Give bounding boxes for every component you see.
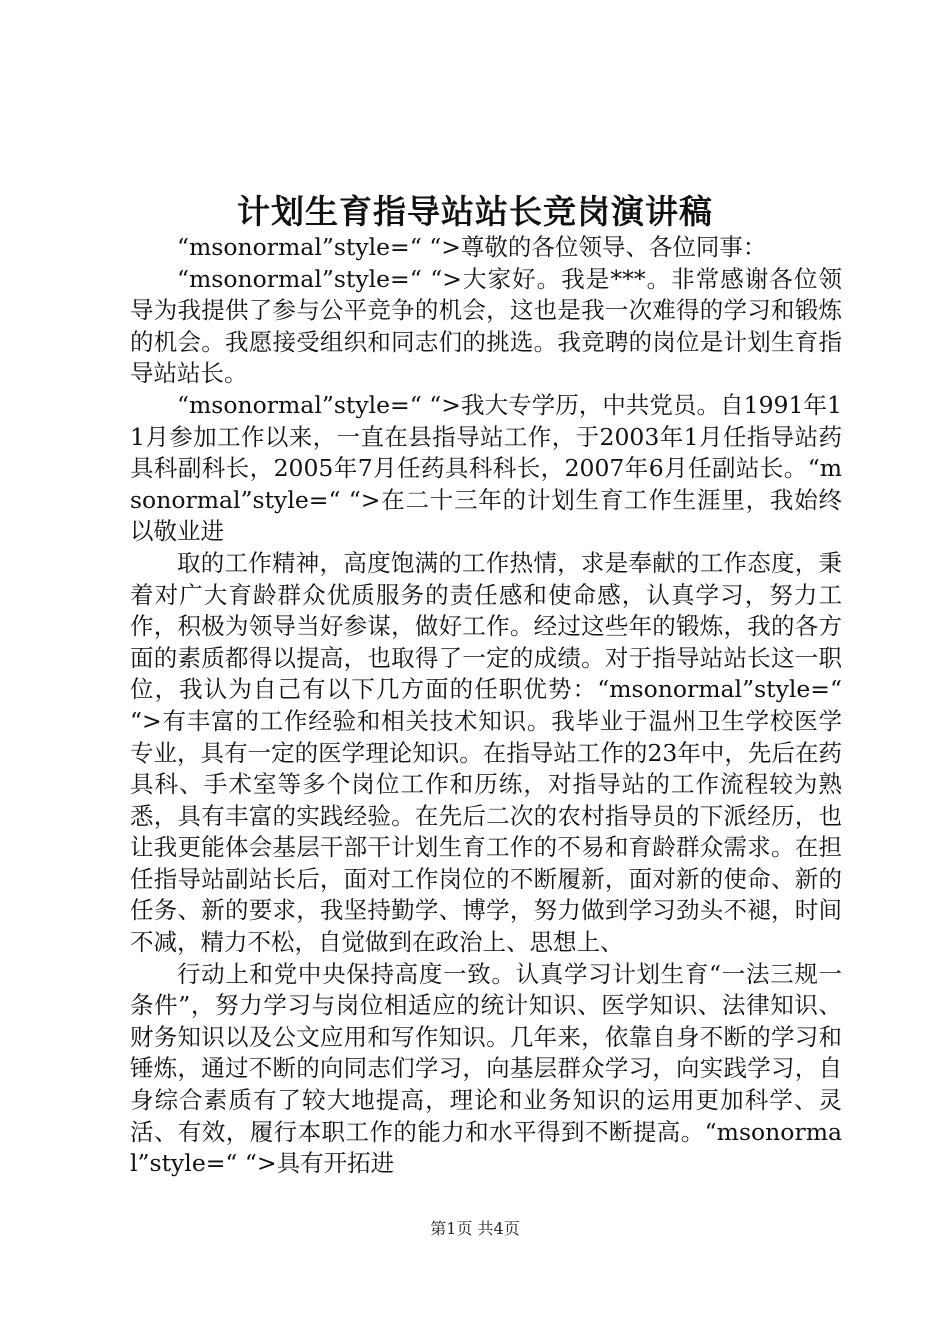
paragraph-introduction: “msonormal”style=“ “>大家好。我是***。非常感谢各位领导为我提供了参与公平竞争的机会，这也是我一次难得的学习和锻炼的机会。我愿接受组织和同志们的挑选。我竞聘的岗位是计划生育指导站站长。 xyxy=(130,264,842,388)
paragraph-strengths: 取的工作精神，高度饱满的工作热情，求是奉献的工作态度，秉着对广大育龄群众优质服务的责任感和使命感，认真学习，努力工作，积极为领导当好参谋，做好工作。经过这些年的锻炼，我的各方面的素质都得以提高，也取得了一定的成绩。对于指导站站长这一职位，我认为自己有以下几方面的任职优势：“msonormal”style=“ “>有丰富的工作经验和相关技术知识。我毕业于温州卫生学校医学专业，具有一定的医学理论知识。在指导站工作的23年中，先后在药具科、手术室等多个岗位工作和历练，对指导站的工作流程较为熟悉，具有丰富的实践经验。在先后二次的农村指导员的下派经历，也让我更能体会基层干部干计划生育工作的不易和育龄群众需求。在担任指导站副站长后，面对工作岗位的不断履新，面对新的使命、新的任务、新的要求，我坚持勤学、博学，努力做到学习劲头不褪，时间不减，精力不松，自觉做到在政治上、思想上、 xyxy=(130,548,842,957)
document-body xyxy=(130,232,842,1180)
page-footer: 第1页 共4页 xyxy=(430,1219,520,1238)
paragraph-learning: 行动上和党中央保持高度一致。认真学习计划生育“一法三规一条件”，努力学习与岗位相适应的统计知识、医学知识、法律知识、财务知识以及公文应用和写作知识。几年来，依靠自身不断的学习和锤炼，通过不断的向同志们学习，向基层群众学习，向实践学习，自身综合素质有了较大地提高，理论和业务知识的运用更加科学、灵活、有效，履行本职工作的能力和水平得到不断提高。“msonormal”style=“ “>具有开拓进 xyxy=(130,959,842,1178)
paragraph-greeting: “msonormal”style=“ “>尊敬的各位领导、各位同事： xyxy=(177,233,767,261)
paragraph-background: “msonormal”style=“ “>我大专学历，中共党员。自1991年11月参加工作以来，一直在县指导站工作，于2003年1月任指导站药具科副科长，2005年7月任药具科科长，2007年6月任副站长。“msonormal”style=“ “>在二十三年的计划生育工作生涯里，我始终以敬业进 xyxy=(130,390,842,546)
document-title: 计划生育指导站站长竞岗演讲稿 xyxy=(237,192,713,231)
